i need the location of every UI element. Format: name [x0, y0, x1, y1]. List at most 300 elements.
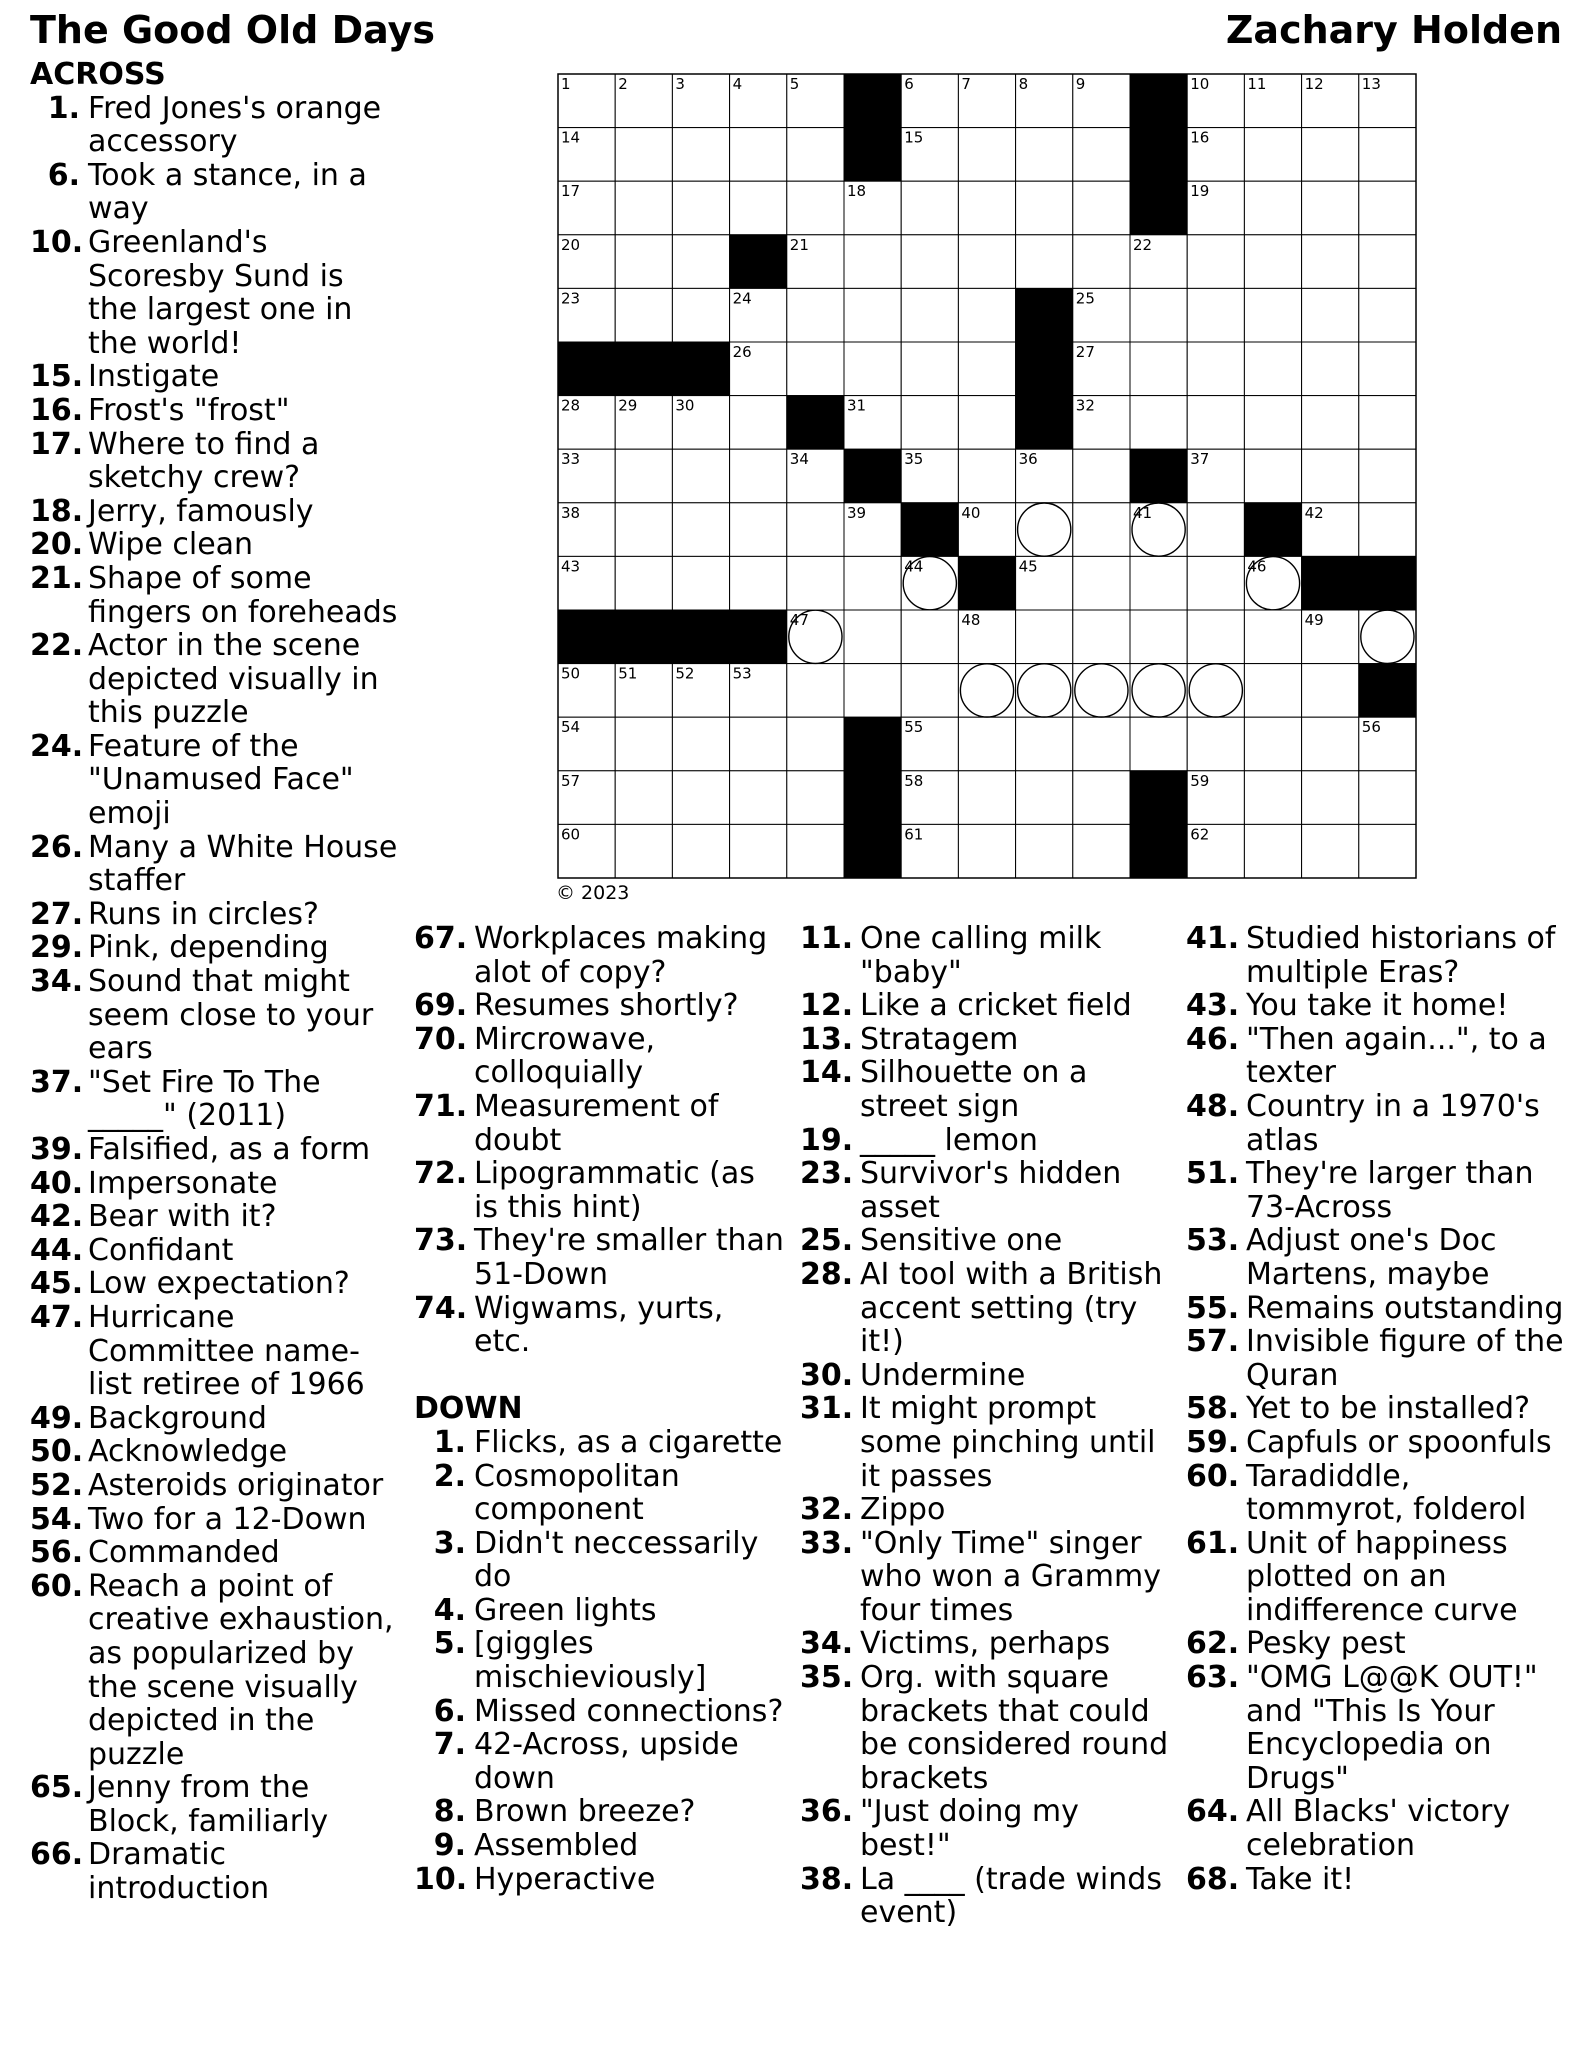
down-clue[interactable]	[800, 1224, 1170, 1258]
clue-number: 19.	[800, 1122, 854, 1158]
grid-cell[interactable]	[1130, 556, 1187, 610]
across-clue[interactable]	[30, 1301, 400, 1402]
down-clue[interactable]	[800, 1661, 1170, 1795]
grid-cell[interactable]	[958, 664, 1015, 718]
grid-cell[interactable]	[1359, 449, 1416, 503]
clue-text: Like a cricket field	[860, 988, 1132, 1024]
grid-cell[interactable]	[730, 503, 787, 557]
grid-cell[interactable]	[1244, 664, 1301, 718]
grid-cell[interactable]	[672, 556, 729, 610]
grid-cell[interactable]	[1073, 556, 1130, 610]
grid-cell[interactable]	[901, 396, 958, 450]
across-clue[interactable]	[30, 1435, 400, 1469]
grid-cell[interactable]	[1130, 610, 1187, 664]
grid-cell[interactable]	[1244, 396, 1301, 450]
grid-cell[interactable]	[1187, 235, 1244, 289]
grid-cell[interactable]	[1073, 235, 1130, 289]
grid-cell[interactable]	[1130, 396, 1187, 450]
grid-cell[interactable]	[730, 556, 787, 610]
grid-cell[interactable]	[1302, 396, 1359, 450]
grid-cell[interactable]	[1244, 128, 1301, 182]
across-clue[interactable]	[30, 1570, 400, 1772]
grid-cell[interactable]	[1073, 771, 1130, 825]
grid-cell[interactable]	[1130, 288, 1187, 342]
down-clue[interactable]	[1186, 1795, 1566, 1862]
grid-cell[interactable]	[787, 771, 844, 825]
down-clue[interactable]	[1186, 1627, 1566, 1661]
across-clue[interactable]	[414, 989, 784, 1023]
grid-cell[interactable]	[1016, 128, 1073, 182]
across-clue[interactable]	[30, 428, 400, 495]
clue-number: 21.	[30, 560, 84, 596]
grid-cell[interactable]	[958, 288, 1015, 342]
grid-cell[interactable]	[787, 342, 844, 396]
grid-cell[interactable]	[1302, 235, 1359, 289]
across-clue[interactable]	[30, 1267, 400, 1301]
grid-cell[interactable]	[1359, 503, 1416, 557]
cell-number: 6	[904, 75, 914, 93]
down-clue[interactable]	[800, 1527, 1170, 1628]
grid-cell[interactable]	[672, 128, 729, 182]
cell-number: 28	[561, 396, 581, 415]
grid-cell[interactable]	[1359, 396, 1416, 450]
down-clue[interactable]	[800, 1392, 1170, 1493]
cell-number: 13	[1361, 75, 1381, 93]
grid-svg[interactable]	[556, 72, 1418, 880]
across-clue[interactable]	[30, 931, 400, 965]
grid-cell[interactable]	[1187, 503, 1244, 557]
clue-number: 58.	[1186, 1391, 1240, 1427]
grid-cell[interactable]	[1130, 664, 1187, 718]
across-clue[interactable]	[30, 965, 400, 1066]
grid-cell[interactable]	[1187, 556, 1244, 610]
clue-number: 60.	[1186, 1458, 1240, 1494]
cell-number: 16	[1190, 128, 1210, 147]
clue-number: 1.	[433, 1424, 466, 1460]
block-cell	[672, 342, 729, 396]
down-clue[interactable]	[1186, 1224, 1566, 1291]
clue-text: Workplaces making alot of copy?	[474, 921, 768, 990]
clue-text: Taradiddle, tommyrot, folderol	[1246, 1458, 1527, 1528]
grid-cell[interactable]	[787, 717, 844, 771]
block-cell	[844, 449, 901, 503]
down-clue[interactable]	[1186, 1527, 1566, 1628]
clue-number: 14.	[800, 1055, 854, 1091]
grid-cell[interactable]	[1302, 717, 1359, 771]
cell-number: 26	[732, 343, 752, 361]
across-clue[interactable]	[30, 629, 400, 730]
grid-cell[interactable]	[1244, 342, 1301, 396]
across-clue[interactable]	[30, 1469, 400, 1503]
cell-number: 31	[847, 396, 867, 415]
cell-number: 12	[1304, 75, 1324, 93]
cell-number: 11	[1247, 75, 1267, 93]
clue-text: Impersonate	[88, 1165, 278, 1201]
across-clue[interactable]	[30, 1133, 400, 1167]
down-clue[interactable]	[414, 1829, 784, 1863]
grid-cell[interactable]	[1359, 128, 1416, 182]
across-clue[interactable]	[30, 528, 400, 562]
cell-number: 33	[561, 450, 581, 469]
grid-cell[interactable]	[1016, 824, 1073, 878]
grid-cell[interactable]	[1302, 771, 1359, 825]
grid-cell[interactable]	[787, 664, 844, 718]
down-clue[interactable]	[414, 1695, 784, 1729]
down-clue[interactable]	[414, 1426, 784, 1460]
grid-cell[interactable]	[1244, 771, 1301, 825]
across-clue[interactable]	[30, 1402, 400, 1436]
grid-cell[interactable]	[672, 717, 729, 771]
clue-number: 40.	[30, 1165, 84, 1201]
clue-text: Hyperactive	[474, 1861, 656, 1897]
grid-cell[interactable]	[958, 181, 1015, 235]
clue-number: 29.	[30, 930, 84, 966]
clue-text: "Only Time" singer who won a Grammy four times	[860, 1525, 1161, 1628]
grid-cell[interactable]	[730, 824, 787, 878]
down-clue[interactable]	[1186, 1426, 1566, 1460]
clue-text: Invisible figure of the Quran	[1246, 1324, 1564, 1393]
across-clue[interactable]	[30, 898, 400, 932]
across-clue[interactable]	[30, 1536, 400, 1570]
grid-cell[interactable]	[901, 288, 958, 342]
clue-number: 26.	[30, 829, 84, 865]
grid-cell[interactable]	[1130, 717, 1187, 771]
clue-number: 27.	[30, 896, 84, 932]
clue-text: Sound that might seem close to your ears	[88, 964, 374, 1067]
block-cell	[615, 610, 672, 664]
down-clue[interactable]	[1186, 922, 1566, 989]
clue-number: 53.	[1186, 1223, 1240, 1259]
clue-number: 44.	[30, 1232, 84, 1268]
cell-number: 32	[1075, 396, 1095, 415]
across-clue[interactable]	[30, 1503, 400, 1537]
grid-cell[interactable]	[1359, 824, 1416, 878]
grid-cell[interactable]	[901, 664, 958, 718]
grid-cell[interactable]	[615, 235, 672, 289]
clue-number: 64.	[1186, 1794, 1240, 1830]
clue-text: Victims, perhaps	[860, 1626, 1111, 1662]
down-clue[interactable]	[800, 1056, 1170, 1123]
block-cell	[844, 824, 901, 878]
grid-cell[interactable]	[1187, 288, 1244, 342]
across-clue[interactable]	[30, 1234, 400, 1268]
grid-cell[interactable]	[1302, 181, 1359, 235]
down-clue[interactable]	[1186, 1325, 1566, 1392]
grid-cell[interactable]	[1187, 342, 1244, 396]
grid-cell[interactable]	[615, 449, 672, 503]
grid-cell[interactable]	[1016, 664, 1073, 718]
down-clue[interactable]	[800, 1493, 1170, 1527]
across-clue[interactable]	[30, 1771, 400, 1838]
grid-cell[interactable]	[1016, 235, 1073, 289]
across-clue[interactable]	[30, 730, 400, 831]
cell-number: 40	[961, 503, 981, 522]
across-clue[interactable]	[30, 562, 400, 629]
grid-cell[interactable]	[1073, 449, 1130, 503]
grid-cell[interactable]	[615, 556, 672, 610]
block-cell	[1016, 288, 1073, 342]
clue-number: 65.	[30, 1770, 84, 1806]
down-clue[interactable]	[414, 1863, 784, 1897]
clue-text: Confidant	[88, 1232, 234, 1268]
grid-cell[interactable]	[958, 396, 1015, 450]
block-cell	[1130, 449, 1187, 503]
clue-number: 11.	[800, 921, 854, 956]
grid-cell[interactable]	[1244, 824, 1301, 878]
down-clue[interactable]	[1186, 1460, 1566, 1527]
clue-text: Shape of some fingers on foreheads	[88, 560, 398, 630]
grid-cell[interactable]	[1016, 181, 1073, 235]
grid-cell[interactable]	[1244, 717, 1301, 771]
across-clue[interactable]	[30, 1066, 400, 1133]
grid-cell[interactable]	[1073, 824, 1130, 878]
grid-cell[interactable]	[672, 771, 729, 825]
grid-cell[interactable]	[958, 235, 1015, 289]
cell-number: 54	[561, 718, 581, 737]
grid-cell[interactable]	[787, 824, 844, 878]
down-clue[interactable]	[800, 922, 1170, 989]
clue-text: Survivor's hidden asset	[860, 1156, 1122, 1225]
down-clue[interactable]	[1186, 1863, 1566, 1897]
grid-cell[interactable]	[615, 288, 672, 342]
across-clue[interactable]	[414, 1224, 784, 1291]
grid-cell[interactable]	[1016, 771, 1073, 825]
down-clue[interactable]	[800, 989, 1170, 1023]
across-clue[interactable]	[414, 922, 784, 989]
down-clue[interactable]	[800, 1359, 1170, 1393]
grid-cell[interactable]	[1302, 449, 1359, 503]
grid-cell[interactable]	[730, 449, 787, 503]
block-cell	[787, 396, 844, 450]
grid-cell[interactable]	[958, 717, 1015, 771]
grid-cell[interactable]	[958, 342, 1015, 396]
down-clue[interactable]	[800, 1863, 1170, 1930]
clue-text: Green lights	[474, 1592, 657, 1628]
grid-cell[interactable]	[1244, 288, 1301, 342]
block-cell	[558, 610, 615, 664]
cell-number: 49	[1304, 611, 1324, 629]
clue-number: 28.	[800, 1256, 854, 1292]
grid-cell[interactable]	[1244, 449, 1301, 503]
down-clue[interactable]	[1186, 1157, 1566, 1224]
clue-number: 54.	[30, 1501, 84, 1537]
grid-cell[interactable]	[672, 449, 729, 503]
grid-cell[interactable]	[844, 664, 901, 718]
across-clue[interactable]	[30, 1838, 400, 1905]
grid-cell[interactable]	[730, 181, 787, 235]
down-clue[interactable]	[1186, 1292, 1566, 1326]
clue-text: Lipogrammatic (as is this hint)	[474, 1156, 755, 1225]
block-cell	[844, 717, 901, 771]
grid-cell[interactable]	[1073, 717, 1130, 771]
across-clue[interactable]	[30, 92, 400, 159]
grid-cell[interactable]	[1359, 288, 1416, 342]
down-clue[interactable]	[414, 1795, 784, 1829]
grid-cell[interactable]	[1244, 610, 1301, 664]
grid-cell[interactable]	[1359, 181, 1416, 235]
block-cell	[1244, 503, 1301, 557]
grid-cell[interactable]	[730, 771, 787, 825]
across-clue[interactable]	[30, 831, 400, 898]
down-clue[interactable]	[414, 1627, 784, 1694]
down-clue[interactable]	[414, 1728, 784, 1795]
grid-cell[interactable]	[1302, 664, 1359, 718]
across-clue[interactable]	[30, 226, 400, 360]
grid-cell[interactable]	[1244, 235, 1301, 289]
grid-cell[interactable]	[1302, 824, 1359, 878]
down-clue[interactable]	[800, 1258, 1170, 1359]
grid-cell[interactable]	[730, 128, 787, 182]
down-clue[interactable]	[1186, 989, 1566, 1023]
clue-number: 35.	[800, 1660, 854, 1696]
down-clue[interactable]	[800, 1795, 1170, 1862]
across-clue[interactable]	[30, 1200, 400, 1234]
grid-cell[interactable]	[1302, 128, 1359, 182]
cell-number: 15	[904, 128, 924, 147]
grid-cell[interactable]	[1187, 664, 1244, 718]
block-cell	[1130, 74, 1187, 128]
grid-cell[interactable]	[958, 771, 1015, 825]
grid-cell[interactable]	[672, 235, 729, 289]
clue-number: 50.	[30, 1434, 84, 1470]
grid-cell[interactable]	[1187, 396, 1244, 450]
grid-cell[interactable]	[672, 503, 729, 557]
grid-cell[interactable]	[958, 128, 1015, 182]
grid-cell[interactable]	[1359, 771, 1416, 825]
down-clue[interactable]	[800, 1157, 1170, 1224]
clue-number: 70.	[414, 1021, 468, 1057]
grid-cell[interactable]	[901, 235, 958, 289]
grid-cell[interactable]	[615, 181, 672, 235]
grid-cell[interactable]	[615, 717, 672, 771]
down-clue[interactable]	[1186, 1661, 1566, 1795]
clue-number: 41.	[1186, 921, 1240, 956]
clue-number: 67.	[414, 921, 468, 956]
down-clue[interactable]	[800, 1627, 1170, 1661]
grid-cell[interactable]	[844, 342, 901, 396]
grid-cell[interactable]	[1073, 610, 1130, 664]
grid-cell[interactable]	[787, 181, 844, 235]
clue-text: Instigate	[88, 359, 220, 395]
grid-cell[interactable]	[1359, 342, 1416, 396]
grid-cell[interactable]	[844, 288, 901, 342]
grid-cell[interactable]	[1302, 342, 1359, 396]
crossword-grid[interactable]	[556, 72, 1418, 880]
puzzle-title: The Good Old Days	[30, 8, 435, 52]
clue-text: Jerry, famously	[88, 493, 314, 529]
down-clue[interactable]	[800, 1023, 1170, 1057]
down-clue[interactable]	[1186, 1090, 1566, 1157]
grid-cell[interactable]	[615, 771, 672, 825]
down-clue[interactable]	[800, 1124, 1170, 1158]
across-clue[interactable]	[414, 1292, 784, 1359]
grid-cell[interactable]	[787, 128, 844, 182]
grid-cell[interactable]	[1302, 288, 1359, 342]
block-cell	[844, 128, 901, 182]
across-clue[interactable]	[30, 394, 400, 428]
across-clue[interactable]	[414, 1090, 784, 1157]
grid-cell[interactable]	[1016, 610, 1073, 664]
clue-number: 20.	[30, 527, 84, 563]
cell-number: 53	[732, 664, 752, 683]
grid-cell[interactable]	[1130, 342, 1187, 396]
across-clue[interactable]	[30, 159, 400, 226]
grid-cell[interactable]	[958, 824, 1015, 878]
clue-number: 74.	[414, 1290, 468, 1326]
grid-cell[interactable]	[730, 717, 787, 771]
grid-cell[interactable]	[958, 449, 1015, 503]
clue-number: 71.	[414, 1088, 468, 1124]
clue-text: Dramatic introduction	[88, 1837, 270, 1907]
clue-text: Brown breeze?	[474, 1794, 696, 1830]
grid-cell[interactable]	[1359, 235, 1416, 289]
grid-cell[interactable]	[1187, 717, 1244, 771]
down-clue[interactable]	[1186, 1023, 1566, 1090]
grid-cell[interactable]	[844, 610, 901, 664]
grid-cell[interactable]	[615, 128, 672, 182]
cell-number: 3	[675, 75, 685, 93]
down-clue[interactable]	[414, 1594, 784, 1628]
grid-cell[interactable]	[1244, 181, 1301, 235]
grid-cell[interactable]	[1016, 717, 1073, 771]
grid-cell[interactable]	[672, 824, 729, 878]
across-clue[interactable]	[414, 1023, 784, 1090]
down-clue[interactable]	[414, 1460, 784, 1527]
grid-cell[interactable]	[844, 235, 901, 289]
clue-number: 42.	[30, 1199, 84, 1235]
grid-cell[interactable]	[615, 824, 672, 878]
grid-cell[interactable]	[1359, 610, 1416, 664]
clue-text: "Then again...", to a texter	[1246, 1021, 1547, 1091]
across-clue[interactable]	[30, 495, 400, 529]
grid-cell[interactable]	[1187, 610, 1244, 664]
cell-number: 23	[561, 289, 581, 308]
grid-cell[interactable]	[901, 342, 958, 396]
across-clue[interactable]	[30, 360, 400, 394]
down-clue[interactable]	[1186, 1392, 1566, 1426]
clue-text: Where to find a sketchy crew?	[88, 426, 320, 496]
grid-cell[interactable]	[1073, 181, 1130, 235]
grid-cell[interactable]	[787, 556, 844, 610]
grid-cell[interactable]	[1016, 503, 1073, 557]
clue-number: 2.	[433, 1458, 466, 1494]
grid-cell[interactable]	[672, 288, 729, 342]
across-clue[interactable]	[30, 1167, 400, 1201]
grid-cell[interactable]	[672, 181, 729, 235]
cell-number: 48	[961, 611, 981, 629]
grid-cell[interactable]	[1073, 503, 1130, 557]
clue-number: 5.	[433, 1626, 466, 1662]
block-cell	[558, 342, 615, 396]
down-heading: DOWN	[414, 1391, 523, 1427]
grid-cell[interactable]	[901, 610, 958, 664]
clue-number: 4.	[433, 1592, 466, 1628]
clue-number: 69.	[414, 988, 468, 1024]
across-clue[interactable]	[414, 1157, 784, 1224]
grid-cell[interactable]	[1073, 128, 1130, 182]
grid-cell[interactable]	[730, 396, 787, 450]
down-clue[interactable]	[414, 1527, 784, 1594]
grid-cell[interactable]	[787, 503, 844, 557]
clue-text: They're larger than 73-Across	[1246, 1156, 1534, 1225]
grid-cell[interactable]	[844, 556, 901, 610]
clue-number: 66.	[30, 1837, 84, 1873]
grid-cell[interactable]	[615, 503, 672, 557]
grid-cell[interactable]	[1073, 664, 1130, 718]
clue-number: 49.	[30, 1400, 84, 1436]
grid-cell[interactable]	[901, 181, 958, 235]
grid-cell[interactable]	[787, 288, 844, 342]
